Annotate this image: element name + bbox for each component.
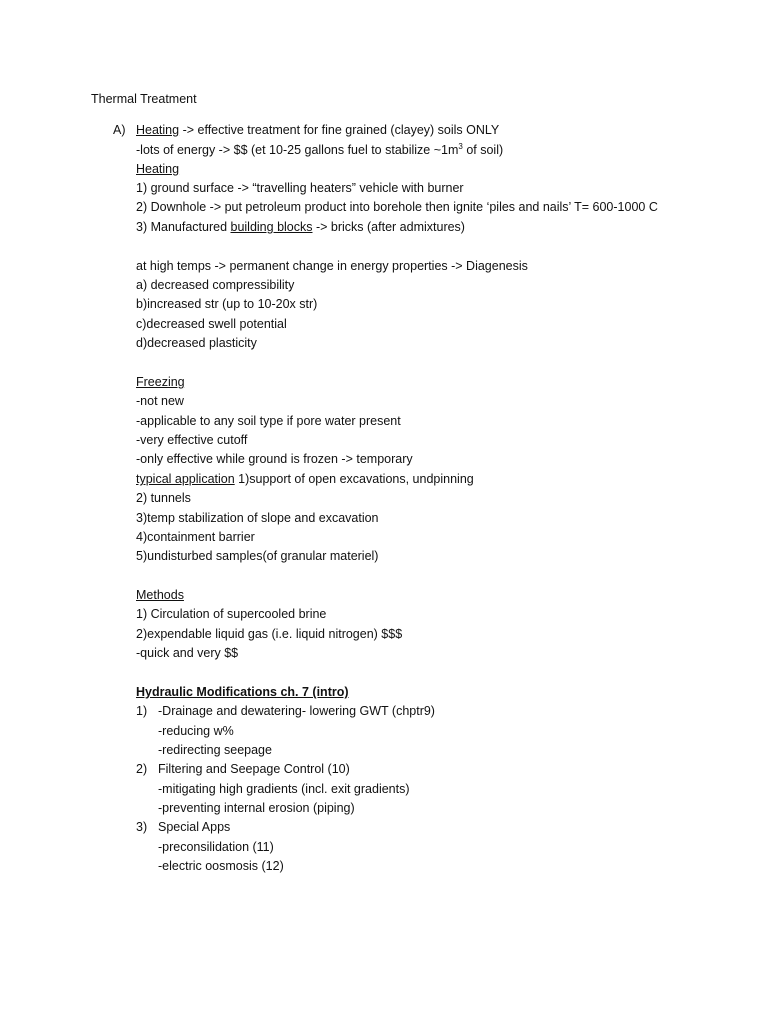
heating-item-3-suffix: -> bricks (after admixtures) xyxy=(312,220,465,234)
application-item-3: 3)temp stabilization of slope and excavation xyxy=(136,511,379,525)
energy-line xyxy=(136,142,503,158)
high-temps-item-d: d)decreased plasticity xyxy=(136,336,257,350)
hydraulic-number-1: 1) xyxy=(136,704,148,718)
freezing-heading: Freezing xyxy=(136,375,185,389)
section-a-heading-line xyxy=(136,122,499,138)
methods-line-2: 2)expendable liquid gas (i.e. liquid nitrogen) $$$ xyxy=(136,627,403,641)
energy-line-end: of soil) xyxy=(462,143,504,157)
typical-application-item-1: 1)support of open excavations, undpinning xyxy=(234,472,474,486)
freezing-line-4: -only effective while ground is frozen -> temporary xyxy=(136,452,413,466)
methods-line-1: 1) Circulation of supercooled brine xyxy=(136,607,327,621)
application-item-2: 2) tunnels xyxy=(136,491,191,505)
heating-subheading: Heating xyxy=(136,162,180,176)
application-item-5: 5)undisturbed samples(of granular materiel) xyxy=(136,549,379,563)
heating-item-3-prefix: 3) Manufactured xyxy=(136,220,231,234)
energy-line-superscript: 3 xyxy=(458,142,463,151)
high-temps-item-c: c)decreased swell potential xyxy=(136,317,287,331)
freezing-line-1: -not new xyxy=(136,394,184,408)
hydraulic-item-2: Filtering and Seepage Control (10) xyxy=(158,762,350,776)
hydraulic-heading: Hydraulic Modifications ch. 7 (intro) xyxy=(136,685,349,699)
heating-item-2: 2) Downhole -> put petroleum product into borehole then ignite ‘piles and nails’ T= 600-1000 C xyxy=(136,200,658,214)
hydraulic-item-3: Special Apps xyxy=(158,820,231,834)
hydraulic-item-2a: -mitigating high gradients (incl. exit gradients) xyxy=(158,782,410,796)
heating-heading-rest: -> effective treatment for fine grained (clayey) soils ONLY xyxy=(179,123,500,137)
high-temps-item-a: a) decreased compressibility xyxy=(136,278,295,292)
section-a-marker: A) xyxy=(113,123,126,137)
application-item-4: 4)containment barrier xyxy=(136,530,255,544)
hydraulic-item-3b: -electric oosmosis (12) xyxy=(158,859,284,873)
hydraulic-item-1b: -redirecting seepage xyxy=(158,743,272,757)
energy-line-text: -lots of energy -> $$ (et 10-25 gallons fuel to stabilize ~1m xyxy=(136,143,459,157)
heating-item-3 xyxy=(136,219,465,235)
hydraulic-number-3: 3) xyxy=(136,820,148,834)
heating-heading-word: Heating xyxy=(136,123,180,137)
freezing-line-2: -applicable to any soil type if pore water present xyxy=(136,414,401,428)
methods-heading: Methods xyxy=(136,588,184,602)
hydraulic-item-1: -Drainage and dewatering- lowering GWT (chptr9) xyxy=(158,704,435,718)
hydraulic-number-2: 2) xyxy=(136,762,148,776)
hydraulic-item-3a: -preconsilidation (11) xyxy=(158,840,274,854)
high-temps-intro: at high temps -> permanent change in energy properties -> Diagenesis xyxy=(136,259,528,273)
typical-application-label: typical application xyxy=(136,472,235,486)
building-blocks-text: building blocks xyxy=(230,220,313,234)
high-temps-item-b: b)increased str (up to 10-20x str) xyxy=(136,297,318,311)
methods-line-3: -quick and very $$ xyxy=(136,646,239,660)
hydraulic-item-1a: -reducing w% xyxy=(158,724,234,738)
heating-item-1: 1) ground surface -> “travelling heaters” vehicle with burner xyxy=(136,181,464,195)
hydraulic-item-2b: -preventing internal erosion (piping) xyxy=(158,801,355,815)
freezing-line-3: -very effective cutoff xyxy=(136,433,248,447)
document-title: Thermal Treatment xyxy=(91,92,197,106)
typical-application-line xyxy=(136,471,474,487)
